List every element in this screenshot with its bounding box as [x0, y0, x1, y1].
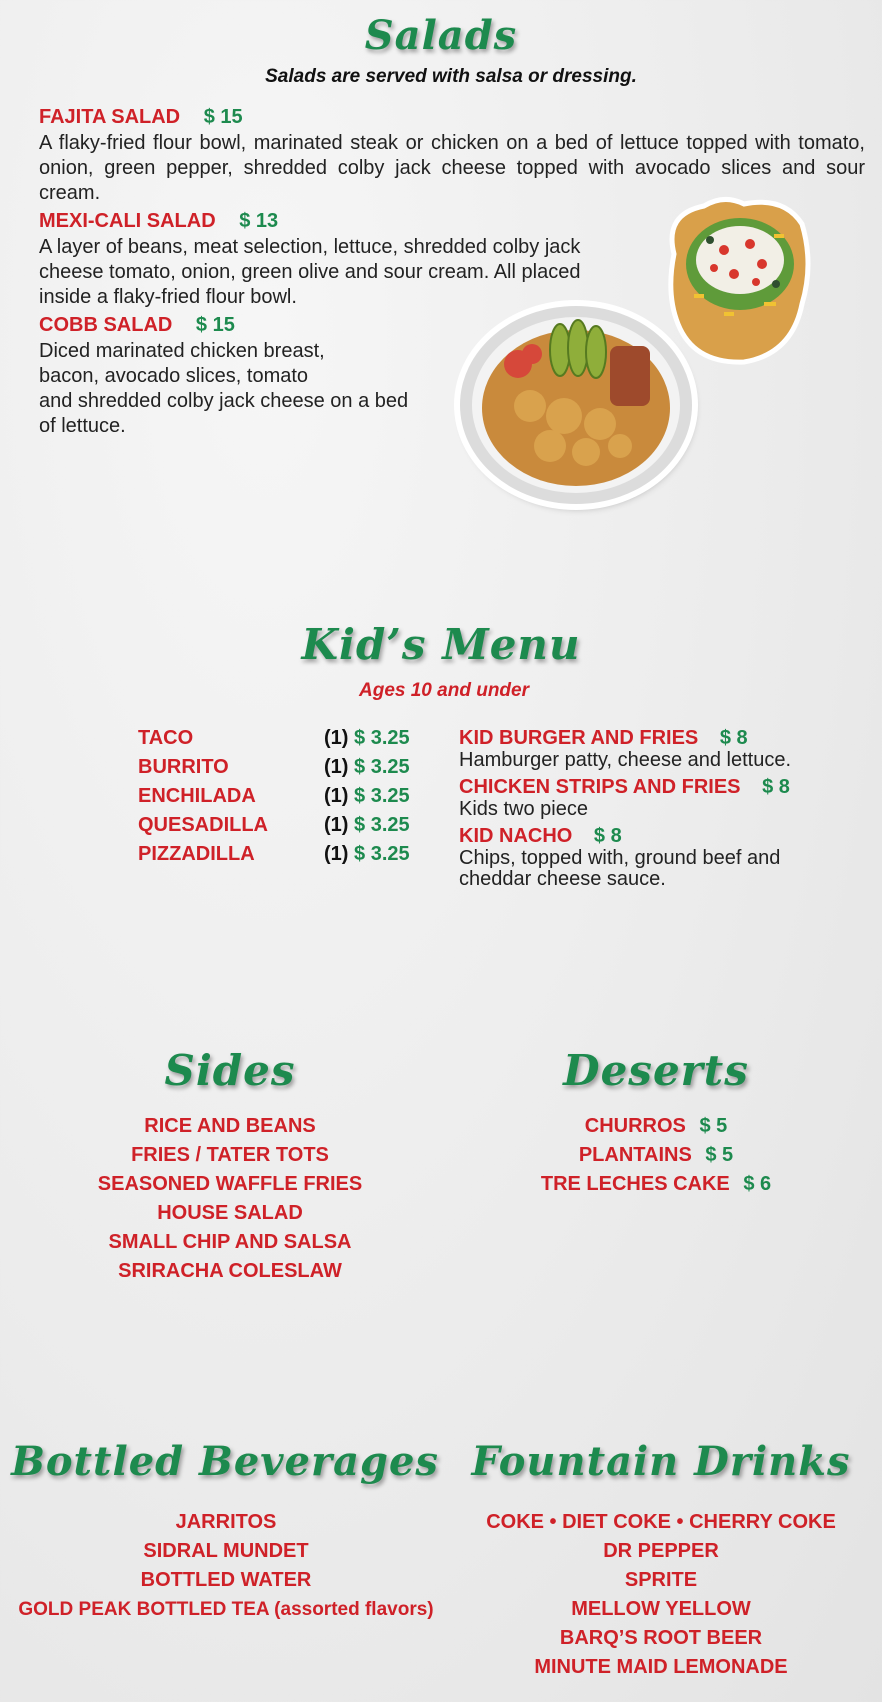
list-item: COKE • DIET COKE • CHERRY COKE	[486, 1511, 836, 1533]
kids-item	[138, 724, 428, 753]
sides-heading: Sides	[164, 1046, 296, 1095]
kids-item-name: PIZZADILLA	[138, 843, 255, 865]
mexi-cali-salad-price: $ 13	[239, 210, 279, 232]
desc-line: bacon, avocado slices, tomato	[39, 365, 309, 387]
list-item	[456, 1112, 856, 1141]
list-item: MINUTE MAID LEMONADE	[534, 1656, 788, 1678]
desert-price: $ 5	[699, 1115, 728, 1137]
fajita-salad-name: FAJITA SALAD	[39, 106, 181, 128]
kids-item	[138, 840, 428, 869]
kids-left-list	[138, 724, 428, 869]
cobb-salad-title	[39, 314, 235, 337]
chicken-strips-price: $ 8	[762, 776, 790, 798]
fajita-salad-title	[39, 106, 243, 129]
desc-line: and shredded colby jack cheese on a bed	[39, 390, 409, 412]
kids-item-price: $ 3.25	[354, 785, 410, 807]
desc-line: Diced marinated chicken breast,	[39, 340, 325, 362]
bottled-list	[0, 1508, 452, 1624]
fountain-heading: Fountain Drinks	[471, 1438, 851, 1485]
kids-item-qty: (1)	[324, 843, 349, 865]
desc-line: cheese tomato, onion, green olive and sour cream. All placed	[39, 261, 581, 283]
kids-right-list	[459, 726, 869, 890]
list-item: SIDRAL MUNDET	[143, 1540, 309, 1562]
mexi-cali-salad-name: MEXI-CALI SALAD	[39, 210, 216, 232]
list-item: RICE AND BEANS	[144, 1115, 316, 1137]
fajita-salad-price: $ 15	[203, 106, 243, 128]
desc-line: cheddar cheese sauce.	[459, 868, 666, 890]
kids-item-name: ENCHILADA	[138, 785, 256, 807]
chicken-strips-desc: Kids two piece	[459, 798, 588, 820]
salads-heading: Salads	[364, 12, 518, 59]
list-item: JARRITOS	[175, 1511, 277, 1533]
list-item: HOUSE SALAD	[157, 1202, 303, 1224]
mexi-cali-salad-title	[39, 210, 278, 233]
list-item: SRIRACHA COLESLAW	[118, 1260, 342, 1282]
desert-price: $ 6	[743, 1173, 772, 1195]
desc-line: inside a flaky-fried flour bowl.	[39, 286, 297, 308]
kids-item	[138, 782, 428, 811]
desert-name: CHURROS	[584, 1115, 686, 1137]
kids-right-item-title	[459, 824, 869, 848]
desert-name: PLANTAINS	[578, 1144, 692, 1166]
salads-subtitle: Salads are served with salsa or dressing.	[265, 66, 637, 87]
list-item: FRIES / TATER TOTS	[131, 1144, 329, 1166]
list-item: BOTTLED WATER	[140, 1569, 312, 1591]
cobb-salad-price: $ 15	[195, 314, 235, 336]
kids-item-qty: (1)	[324, 727, 349, 749]
mexi-cali-salad-desc	[39, 235, 639, 310]
desert-name: TRE LECHES CAKE	[540, 1173, 730, 1195]
desc-line: A layer of beans, meat selection, lettuce, shredded colby jack	[39, 236, 581, 258]
kids-right-item-title	[459, 726, 869, 750]
list-item: GOLD PEAK BOTTLED TEA (assorted flavors)	[18, 1599, 434, 1620]
kid-nacho-desc	[459, 848, 869, 890]
kids-item-price: $ 3.25	[354, 843, 410, 865]
kids-item-price: $ 3.25	[354, 756, 410, 778]
list-item	[456, 1170, 856, 1199]
list-item: BARQ’S ROOT BEER	[559, 1627, 763, 1649]
kids-item	[138, 811, 428, 840]
kids-item-name: BURRITO	[138, 756, 229, 778]
fountain-list	[456, 1508, 866, 1682]
kids-subtitle: Ages 10 and under	[359, 680, 529, 701]
kids-item-qty: (1)	[324, 814, 349, 836]
desert-price: $ 5	[705, 1144, 734, 1166]
deserts-heading: Deserts	[563, 1046, 749, 1095]
deserts-list	[456, 1112, 856, 1199]
kids-heading: Kid’s Menu	[301, 620, 581, 669]
kids-right-item-title	[459, 775, 869, 799]
kids-item	[138, 753, 428, 782]
cobb-salad-image	[460, 306, 692, 504]
bottled-heading: Bottled Beverages	[11, 1438, 439, 1485]
kid-nacho-price: $ 8	[593, 825, 622, 847]
cobb-salad-name: COBB SALAD	[39, 314, 173, 336]
list-item: SMALL CHIP AND SALSA	[108, 1231, 352, 1253]
desc-line: Chips, topped with, ground beef and	[459, 847, 781, 869]
sides-list	[30, 1112, 430, 1286]
list-item: SPRITE	[624, 1569, 698, 1591]
list-item: SEASONED WAFFLE FRIES	[97, 1173, 363, 1195]
kids-item-qty: (1)	[324, 756, 349, 778]
kid-burger-name: KID BURGER AND FRIES	[459, 727, 699, 749]
cobb-salad-desc	[39, 339, 459, 439]
kids-item-name: TACO	[138, 727, 194, 749]
kids-item-price: $ 3.25	[354, 727, 410, 749]
desc-line: of lettuce.	[39, 415, 126, 437]
kids-item-name: QUESADILLA	[138, 814, 268, 836]
fajita-salad-desc: A flaky-fried flour bowl, marinated steak or chicken on a bed of lettuce topped with tomato, onion, green pepper, shredded colby jack cheese topped with avocado slices and sour cream.	[39, 132, 865, 204]
kid-nacho-name: KID NACHO	[459, 825, 573, 847]
kids-item-qty: (1)	[324, 785, 349, 807]
kid-burger-desc: Hamburger patty, cheese and lettuce.	[459, 749, 792, 771]
kids-item-price: $ 3.25	[354, 814, 410, 836]
kid-burger-price: $ 8	[719, 727, 748, 749]
list-item	[456, 1141, 856, 1170]
chicken-strips-name: CHICKEN STRIPS AND FRIES	[459, 776, 741, 798]
list-item: MELLOW YELLOW	[571, 1598, 751, 1620]
list-item: DR PEPPER	[603, 1540, 719, 1562]
